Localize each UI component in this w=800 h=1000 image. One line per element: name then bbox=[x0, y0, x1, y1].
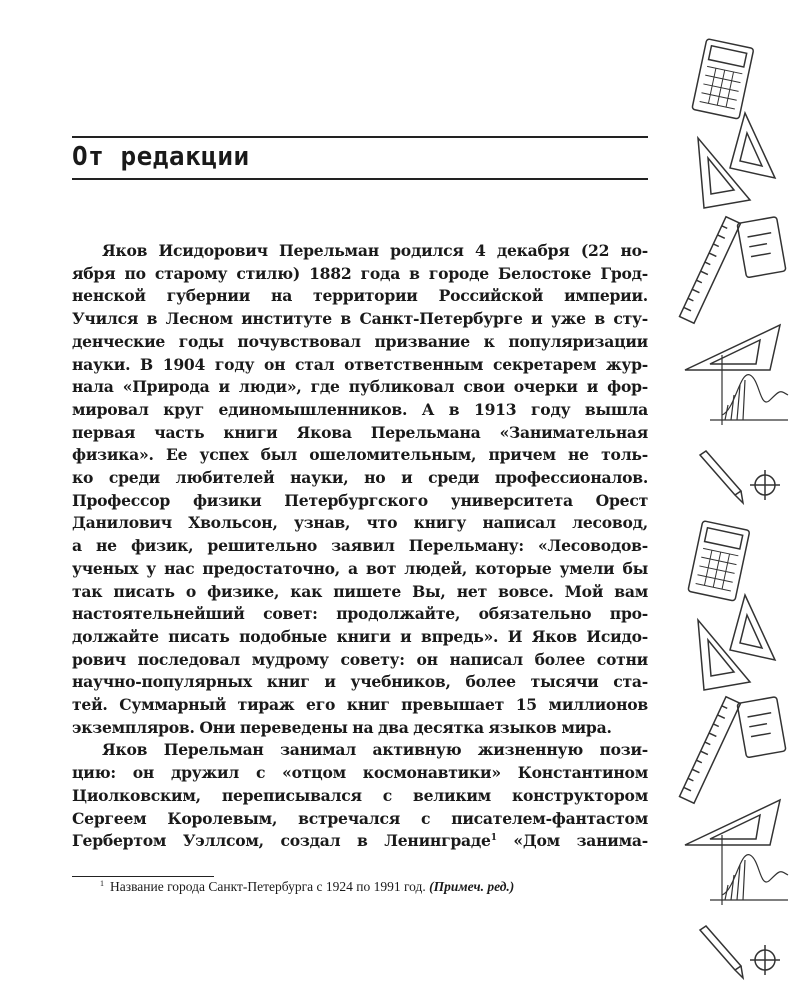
text-line bbox=[72, 830, 648, 853]
text-line: физика». Ее успех был ошеломительным, причем не толь- bbox=[72, 445, 648, 465]
text-line: Учился в Лесном институте в Санкт-Петербурге и уже в сту- bbox=[72, 309, 648, 329]
page-title: От редакции bbox=[72, 142, 250, 172]
graph-icon bbox=[700, 830, 790, 910]
margin-decoration bbox=[670, 30, 800, 1000]
text-line: так писать о физике, как пишете Вы, нет вовсе. Мой вам bbox=[72, 581, 648, 601]
text-line: экземпляров. Они переведены на два десятка языков мира. bbox=[72, 717, 612, 737]
text-line: Яков Исидорович Перельман родился 4 декабря (22 но- bbox=[102, 241, 648, 260]
text-line: мировал круг единомышленников. А в 1913 году вышла bbox=[72, 399, 648, 419]
text-line: Сергеем Королевым, встречался с писателем-фантастом bbox=[72, 808, 648, 828]
footnote-text: Название города Санкт-Петербурга с 1924 по 1991 год. bbox=[110, 879, 426, 894]
pencil-icon bbox=[695, 445, 790, 515]
text-line: рович последовал мудрому совету: он написал более сотни bbox=[72, 649, 648, 669]
ruler-icon bbox=[680, 690, 790, 810]
text-line: цию: он дружил с «отцом космонавтики» Константином bbox=[72, 763, 648, 783]
text-line: ненской губернии на территории Российской империи. bbox=[72, 286, 648, 306]
footnote-rule bbox=[72, 876, 214, 877]
footnote-marker: 1 bbox=[100, 878, 104, 888]
footnote bbox=[100, 879, 514, 895]
text-line: Циолковским, переписывался с великим конструктором bbox=[72, 785, 648, 805]
text-line: ября по старому стилю) 1882 года в городе Белостоке Грод- bbox=[72, 263, 648, 283]
set-square-icon bbox=[690, 108, 780, 218]
text-line: нала «Природа и люди», где публиковал свои очерки и фор- bbox=[72, 377, 648, 397]
text-line: а не физик, решительно заявил Перельману: «Лесоводов- bbox=[72, 536, 648, 556]
text-line: Данилович Хвольсон, узнав, что книгу написал лесовод, bbox=[72, 513, 648, 533]
text-line: первая часть книги Якова Перельмана «Занимательная bbox=[72, 422, 648, 442]
text-line: науки. В 1904 году он стал ответственным секретарем жур- bbox=[72, 354, 648, 374]
globe-icon bbox=[695, 920, 790, 990]
set-square-icon bbox=[690, 590, 780, 700]
text-fragment: Гербертом Уэллсом, создал в Ленинграде bbox=[72, 831, 491, 851]
ruler-icon bbox=[680, 210, 790, 330]
text-line: Профессор физики Петербургского университета Орест bbox=[72, 490, 648, 510]
text-line: ко среди любителей науки, но и среди профессионалов. bbox=[72, 468, 648, 488]
text-fragment: «Дом занима- bbox=[496, 831, 648, 851]
article-body bbox=[72, 240, 648, 853]
text-line: научно-популярных книг и учебников, более тысячи ста- bbox=[72, 672, 648, 692]
text-line: ученых у нас предостаточно, а вот людей, которые умели бы bbox=[72, 558, 648, 578]
graph-icon bbox=[700, 350, 790, 430]
footnote-reference[interactable]: 1 bbox=[490, 833, 497, 844]
footnote-note: (Примеч. ред.) bbox=[429, 879, 515, 894]
text-line: тей. Суммарный тираж его книг превышает 15 миллионов bbox=[72, 695, 648, 715]
heading-bottom-rule bbox=[72, 178, 648, 180]
text-line: Яков Перельман занимал активную жизненную пози- bbox=[102, 740, 648, 760]
text-line: настоятельнейший совет: продолжайте, обязательно про- bbox=[72, 604, 648, 624]
text-line: денческие годы почувствовал призвание к популяризации bbox=[72, 331, 648, 351]
heading-top-rule bbox=[72, 136, 648, 138]
text-line: должайте писать подобные книги и впредь». И Яков Исидо- bbox=[72, 626, 648, 646]
